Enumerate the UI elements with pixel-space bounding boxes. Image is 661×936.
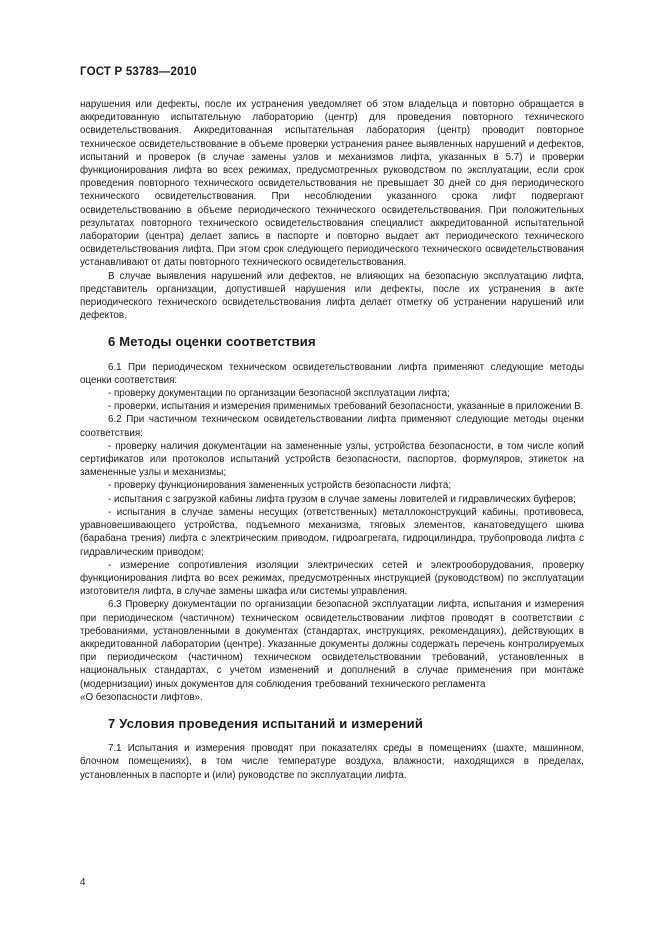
list-item: - испытания в случае замены несущих (ответственных) металлоконструкций кабины, противовеса, уравновешивающего устройства, подъемного механизма, тяговых элементов, канатоведущего шкива (барабана трения) лифта с электрическим приводом, гидроагрегата, гидроцилиндра, трубопровода лифта с гидравлическим приводом;: [80, 506, 584, 558]
clause: 7.1 Испытания и измерения проводят при показателях среды в помещениях (шахте, машинном, блочном помещениях), в том числе температуре воздуха, влажности, находящихся в пределах, установленных в паспорте и (или) руководстве по эксплуатации лифта.: [80, 743, 584, 781]
clause: 6.1 При периодическом техническом освидетельствовании лифта применяют следующие методы оценки соответствия:: [80, 361, 584, 386]
list-item: - измерение сопротивления изоляции электрических сетей и электрооборудования, проверку функционирования лифта во всех режимах, предусмотренных инструкцией (руководством) по эксплуатации изготовителя лифта, в случае замены шкафа или системы управления.: [80, 559, 584, 598]
paragraph: В случае выявления нарушений или дефектов, не влияющих на безопасную эксплуатацию лифта, представитель организации, допустившей нарушения или дефекты, после их устранения в акте периодического технического освидетельствования лифта делает отметку об устранении нарушений или дефектов.: [80, 270, 584, 322]
list-item: - проверки, испытания и измерения применимых требований безопасности, указанные в приложении В.: [108, 401, 584, 413]
section-heading: 7 Условия проведения испытаний и измерений: [108, 715, 424, 731]
document-header: ГОСТ Р 53783—2010: [80, 66, 197, 78]
paragraph: нарушения или дефекты, после их устранения уведомляет об этом владельца и повторно обращается в аккредитованную испытательную лабораторию (центр) для проведения повторного технического освидетельствования. Аккредитованная испытательная лаборатория (центр) проводит повторное техническое освидетельствование в объеме проверки устранения ранее выявленных нарушений и дефектов, испытаний и проверок (в случае замены узлов и механизмов лифта, указанных в 5.7) и проверки функционирования лифта во всех режимах, предусмотренных руководством по эксплуатации, если срок проведения повторного технического освидетельствования не превышает 30 дней со дня периодического технического освидетельствования. При несоблюдении указанного срока лифт подвергают освидетельствованию в объеме периодического технического освидетельствования. При положительных результатах повторного технического освидетельствования специалист аккредитованной испытательной лаборатории (центра) делает запись в паспорте и повторно выдает акт периодического технического освидетельствования лифта. При этом срок следующего периодического технического освидетельствования устанавливают от даты повторного технического освидетельствования.: [80, 99, 584, 269]
list-item: - проверку документации по организации безопасной эксплуатации лифта;: [108, 388, 450, 400]
list-item: - проверку функционирования замененных устройств безопасности лифта;: [108, 480, 452, 492]
list-item: - испытания с загрузкой кабины лифта грузом в случае замены ловителей и гидравлических буферов;: [108, 493, 576, 505]
clause: 6.2 При частичном техническом освидетельствовании лифта применяют следующие методы оценки соответствия:: [80, 414, 584, 439]
section-heading: 6 Методы оценки соответствия: [108, 334, 316, 350]
clause-continuation: «О безопасности лифтов».: [80, 691, 203, 703]
document-body: [80, 98, 584, 782]
page-number: 4: [80, 877, 86, 888]
clause: 6.3 Проверку документации по организации безопасной эксплуатации лифта, испытания и измерения при периодическом (частичном) техническом освидетельствовании лифтов проводят в соответствии с требованиями, установленными в документах (стандартах, инструкциях, рекомендациях), действующих в аккредитованной лаборатории (центре). Указанные документы должны содержать перечень контролируемых при периодическом (частичном) техническом освидетельствовании требований, установленных в национальных стандартах, с учетом изменений и дополнений в случае применения при монтаже (модернизации) иных документов для соблюдения требований технического регламента: [80, 599, 584, 690]
list-item: - проверку наличия документации на замененные узлы, устройства безопасности, в том числе копий сертификатов или протоколов испытаний устройств безопасности, паспортов, формуляров, этикеток на замененные узлы и механизмы;: [80, 440, 584, 479]
